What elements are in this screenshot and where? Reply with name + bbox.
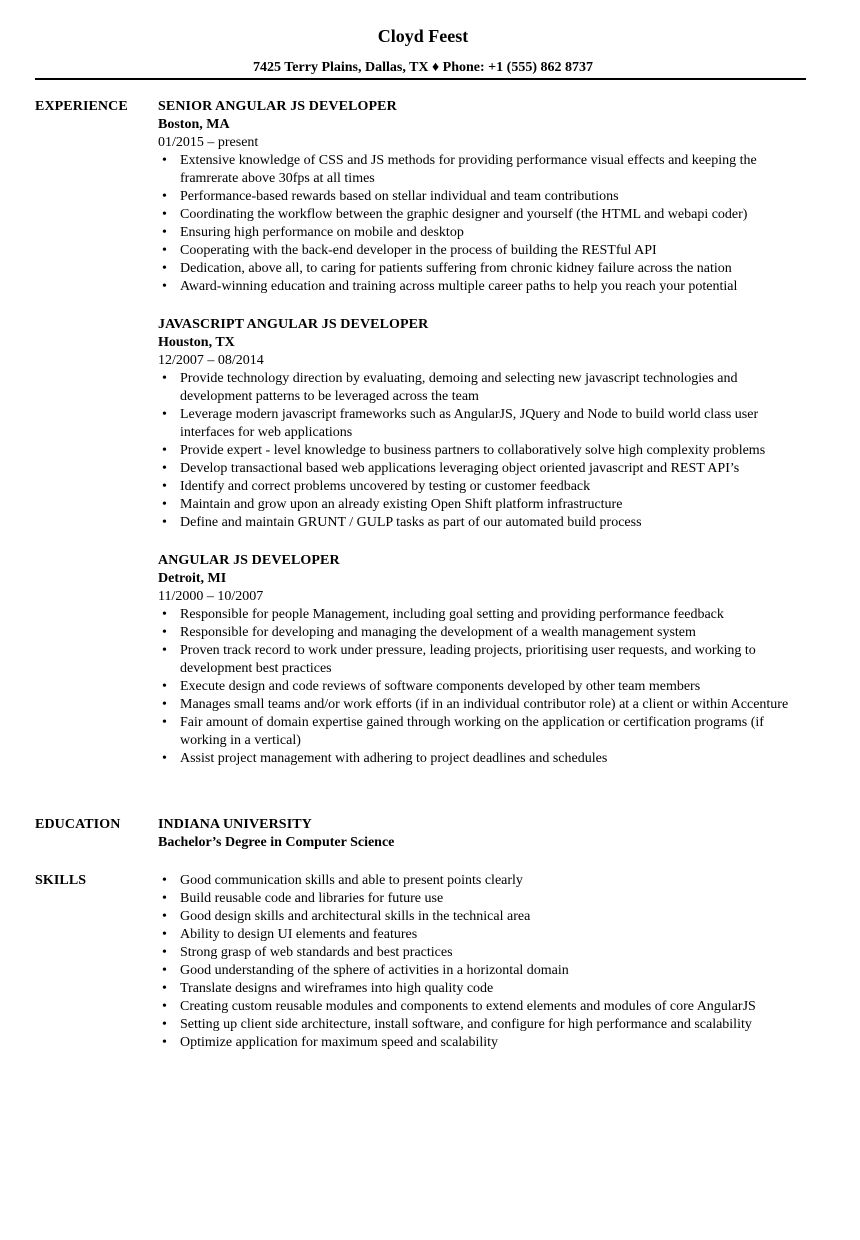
list-item — [158, 606, 808, 624]
degree: Bachelor’s Degree in Computer Science — [158, 835, 395, 850]
candidate-name: Cloyd Feest — [377, 26, 469, 46]
skill-text: Good communication skills and able to present points clearly — [180, 873, 523, 888]
contact-line: 7425 Terry Plains, Dallas, TX ♦ Phone: +1 (555) 862 8737 — [253, 60, 593, 75]
list-item — [158, 242, 808, 260]
list-item — [158, 696, 808, 714]
job-entry — [158, 552, 808, 768]
bullet-icon: • — [162, 981, 167, 996]
list-item — [158, 962, 808, 980]
bullet-text: Performance-based rewards based on stellar individual and team contributions — [180, 189, 619, 204]
skill-text: Creating custom reusable modules and components to extend elements and modules of core AngularJS — [180, 999, 756, 1014]
bullet-text: Assist project management with adhering to project deadlines and schedules — [180, 751, 608, 766]
list-item — [158, 460, 808, 478]
skill-text: Translate designs and wireframes into high quality code — [180, 981, 494, 996]
list-item — [158, 872, 808, 890]
bullet-icon: • — [162, 207, 167, 222]
bullet-icon: • — [162, 243, 167, 258]
list-item — [158, 890, 808, 908]
list-item — [158, 998, 808, 1016]
bullet-icon: • — [162, 189, 167, 204]
bullet-text: Cooperating with the back-end developer in the process of building the RESTful API — [180, 243, 657, 258]
job-bullets — [158, 606, 808, 768]
list-item — [158, 1016, 808, 1034]
job-dates: 01/2015 – present — [158, 135, 259, 150]
job-dates: 11/2000 – 10/2007 — [158, 589, 264, 604]
bullet-icon: • — [162, 963, 167, 978]
bullet-icon: • — [162, 153, 167, 168]
list-item — [158, 714, 808, 750]
bullet-text: Provide technology direction by evaluating, demoing and selecting new javascript technologies and development patterns to be leveraged across the team — [180, 371, 738, 404]
job-bullets — [158, 152, 808, 296]
bullet-text: Provide expert - level knowledge to business partners to collaboratively solve high complexity problems — [180, 443, 766, 458]
bullet-icon: • — [162, 261, 167, 276]
skill-text: Optimize application for maximum speed and scalability — [180, 1035, 499, 1050]
bullet-text: Responsible for people Management, including goal setting and providing performance feedback — [180, 607, 724, 622]
bullet-icon: • — [162, 1017, 167, 1032]
bullet-icon: • — [162, 891, 167, 906]
bullet-text: Dedication, above all, to caring for patients suffering from chronic kidney failure across the nation — [180, 261, 732, 276]
job-dates: 12/2007 – 08/2014 — [158, 353, 264, 368]
bullet-icon: • — [162, 607, 167, 622]
bullet-icon: • — [162, 697, 167, 712]
job-bullets — [158, 370, 808, 532]
job-entry — [158, 98, 808, 296]
list-item — [158, 278, 808, 296]
bullet-icon: • — [162, 407, 167, 422]
job-title: ANGULAR JS DEVELOPER — [158, 553, 340, 568]
bullet-icon: • — [162, 751, 167, 766]
school-name: INDIANA UNIVERSITY — [158, 817, 312, 832]
skill-text: Ability to design UI elements and features — [180, 927, 418, 942]
job-location: Boston, MA — [158, 117, 230, 132]
bullet-text: Manages small teams and/or work efforts (if in an individual contributor role) at a client or within Accenture — [180, 697, 789, 712]
list-item — [158, 188, 808, 206]
job-title: JAVASCRIPT ANGULAR JS DEVELOPER — [158, 317, 429, 332]
list-item — [158, 944, 808, 962]
job-location: Detroit, MI — [158, 571, 227, 586]
education-body — [158, 816, 808, 852]
skill-text: Build reusable code and libraries for future use — [180, 891, 444, 906]
job-entry — [158, 316, 808, 532]
list-item — [158, 370, 808, 406]
bullet-text: Fair amount of domain expertise gained through working on the application or certification programs (if working in a vertical) — [180, 715, 764, 748]
list-item — [158, 406, 808, 442]
bullet-text: Ensuring high performance on mobile and desktop — [180, 225, 464, 240]
bullet-text: Coordinating the workflow between the graphic designer and yourself (the HTML and webapi coder) — [180, 207, 748, 222]
list-item — [158, 1034, 808, 1052]
bullet-icon: • — [162, 643, 167, 658]
list-item — [158, 514, 808, 532]
experience-jobs — [158, 98, 808, 788]
list-item — [158, 750, 808, 768]
section-label-experience: EXPERIENCE — [35, 99, 128, 114]
bullet-text: Extensive knowledge of CSS and JS methods for providing performance visual effects and keeping the framrerate above 30fps at all times — [180, 153, 757, 186]
bullet-text: Responsible for developing and managing the development of a wealth management system — [180, 625, 696, 640]
bullet-icon: • — [162, 873, 167, 888]
list-item — [158, 442, 808, 460]
section-label-skills: SKILLS — [35, 873, 87, 888]
skill-text: Good design skills and architectural skills in the technical area — [180, 909, 531, 924]
bullet-icon: • — [162, 225, 167, 240]
bullet-icon: • — [162, 279, 167, 294]
bullet-icon: • — [162, 515, 167, 530]
bullet-icon: • — [162, 927, 167, 942]
job-title: SENIOR ANGULAR JS DEVELOPER — [158, 99, 397, 114]
bullet-icon: • — [162, 625, 167, 640]
list-item — [158, 152, 808, 188]
skill-text: Setting up client side architecture, install software, and configure for high performance and scalability — [180, 1017, 752, 1032]
bullet-icon: • — [162, 715, 167, 730]
bullet-icon: • — [162, 461, 167, 476]
bullet-icon: • — [162, 999, 167, 1014]
skill-text: Good understanding of the sphere of activities in a horizontal domain — [180, 963, 569, 978]
list-item — [158, 980, 808, 998]
bullet-text: Develop transactional based web applications leveraging object oriented javascript and REST API’s — [180, 461, 740, 476]
job-location: Houston, TX — [158, 335, 235, 350]
bullet-icon: • — [162, 909, 167, 924]
bullet-icon: • — [162, 443, 167, 458]
list-item — [158, 496, 808, 514]
bullet-icon: • — [162, 679, 167, 694]
bullet-text: Execute design and code reviews of software components developed by other team members — [180, 679, 701, 694]
header-divider — [35, 78, 806, 80]
bullet-text: Leverage modern javascript frameworks such as AngularJS, JQuery and Node to build world class user interfaces for web applications — [180, 407, 759, 440]
list-item — [158, 642, 808, 678]
list-item — [158, 206, 808, 224]
bullet-icon: • — [162, 945, 167, 960]
bullet-text: Award-winning education and training across multiple career paths to help you reach your potential — [180, 279, 738, 294]
section-label-education: EDUCATION — [35, 817, 121, 832]
bullet-icon: • — [162, 1035, 167, 1050]
bullet-icon: • — [162, 479, 167, 494]
skills-body — [158, 872, 808, 1052]
list-item — [158, 908, 808, 926]
list-item — [158, 624, 808, 642]
list-item — [158, 678, 808, 696]
bullet-text: Identify and correct problems uncovered by testing or customer feedback — [180, 479, 591, 494]
skill-text: Strong grasp of web standards and best practices — [180, 945, 453, 960]
bullet-text: Maintain and grow upon an already existing Open Shift platform infrastructure — [180, 497, 623, 512]
bullet-text: Proven track record to work under pressure, leading projects, prioritising user requests, and working to development best practices — [180, 643, 756, 676]
list-item — [158, 478, 808, 496]
list-item — [158, 224, 808, 242]
bullet-icon: • — [162, 497, 167, 512]
bullet-icon: • — [162, 371, 167, 386]
skills-list — [158, 872, 808, 1052]
bullet-text: Define and maintain GRUNT / GULP tasks as part of our automated build process — [180, 515, 642, 530]
list-item — [158, 926, 808, 944]
list-item — [158, 260, 808, 278]
